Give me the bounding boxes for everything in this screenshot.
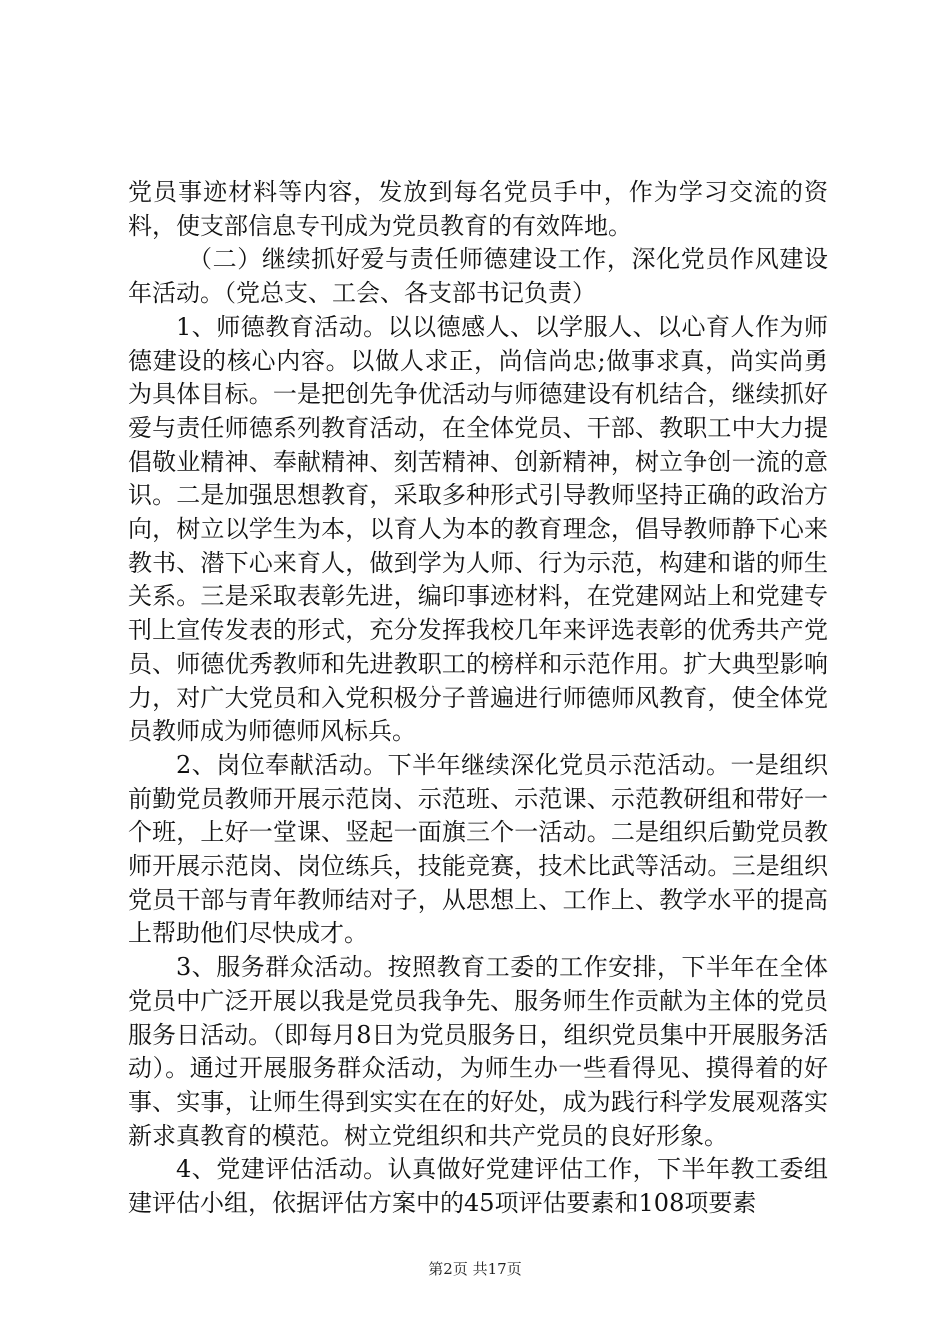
document-body (128, 176, 828, 1221)
paragraph-item-4: 4、党建评估活动。认真做好党建评估工作，下半年教工委组建评估小组，依据评估方案中的45项评估要素和108项要素 (128, 1155, 828, 1218)
section-heading-2: （二）继续抓好爱与责任师德建设工作，深化党员作风建设年活动。（党总支、工会、各支部书记负责） (128, 245, 828, 308)
paragraph-continuation: 党员事迹材料等内容，发放到每名党员手中，作为学习交流的资料，使支部信息专刊成为党员教育的有效阵地。 (128, 178, 828, 240)
paragraph-item-1: 1、师德教育活动。以以德感人、以学服人、以心育人作为师德建设的核心内容。以做人求正，尚信尚忠;做事求真，尚实尚勇为具体目标。一是把创先争优活动与师德建设有机结合，继续抓好爱与责任师德系列教育活动，在全体党员、干部、教职工中大力提倡敬业精神、奉献精神、刻苦精神、创新精神，树立争创一流的意识。二是加强思想教育，采取多种形式引导教师坚持正确的政治方向，树立以学生为本，以育人为本的教育理念，倡导教师静下心来教书、潜下心来育人，做到学为人师、行为示范，构建和谐的师生关系。三是采取表彰先进，编印事迹材料，在党建网站上和党建专刊上宣传发表的形式，充分发挥我校几年来评选表彰的优秀共产党员、师德优秀教师和先进教职工的榜样和示范作用。扩大典型影响力，对广大党员和入党积极分子普遍进行师德师风教育，使全体党员教师成为师德师风标兵。 (128, 312, 828, 746)
paragraph-item-2: 2、岗位奉献活动。下半年继续深化党员示范活动。一是组织前勤党员教师开展示范岗、示范班、示范课、示范教研组和带好一个班，上好一堂课、竖起一面旗三个一活动。二是组织后勤党员教师开展示范岗、岗位练兵，技能竞赛，技术比武等活动。三是组织党员干部与青年教师结对子，从思想上、工作上、教学水平的提高上帮助他们尽快成才。 (128, 750, 828, 948)
page-number-footer: 第2页 共17页 (428, 1260, 522, 1278)
paragraph-item-3: 3、服务群众活动。按照教育工委的工作安排，下半年在全体党员中广泛开展以我是党员我争先、服务师生作贡献为主体的党员服务日活动。（即每月8日为党员服务日，组织党员集中开展服务活动）。通过开展服务群众活动，为师生办一些看得见、摸得着的好事、实事，让师生得到实实在在的好处，成为践行科学发展观落实新求真教育的模范。树立党组织和共产党员的良好形象。 (128, 953, 828, 1150)
